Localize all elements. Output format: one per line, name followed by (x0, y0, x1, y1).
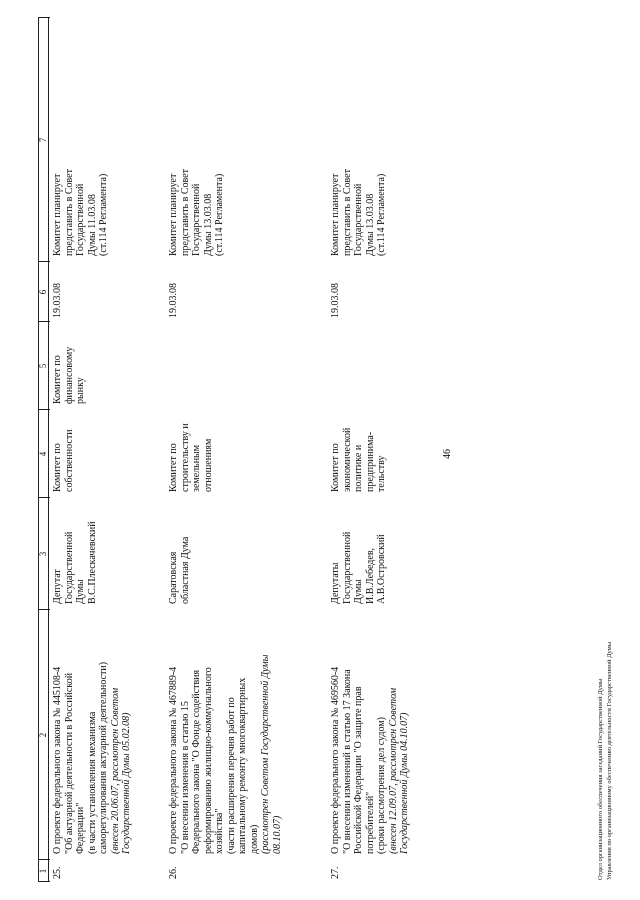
committee-line: собственности (63, 429, 75, 492)
col-divider (38, 261, 50, 262)
status-line: (ст.114 Регламента) (214, 173, 225, 256)
status-line: Думы 11.03.08 (86, 194, 98, 256)
bill-text-line: реформированию жилищно-коммунального (202, 667, 214, 854)
header-col-5: 5 (38, 322, 49, 410)
bill-text-line: потребителей" (364, 791, 376, 854)
committee-line: политике и (353, 444, 364, 492)
status-note (330, 18, 388, 256)
committee-line: тельству (376, 455, 387, 492)
header-col-7: 7 (38, 18, 49, 262)
header-col-4: 4 (38, 410, 49, 498)
bill-title: О проекте федерального закона № 445108-4 (52, 666, 63, 854)
bill-description (330, 610, 411, 854)
initiator-line: Государственной (63, 531, 75, 604)
col-divider (38, 859, 50, 860)
committee-line: Комитет по (330, 443, 341, 492)
bill-note: Государственной Думы 05.02.08) (121, 712, 132, 854)
committee-line: Комитет по (168, 443, 179, 492)
date: 19.03.08 (52, 283, 63, 318)
committee-line: Комитет по (52, 355, 63, 404)
committee-line: предпринима- (364, 431, 376, 492)
bill-description (168, 610, 283, 854)
bill-text-line: (сроки рассмотрения дел судом) (376, 717, 387, 854)
bill-note: Государственной Думы 04.10.07) (399, 712, 410, 854)
initiator-line: областная Дума (179, 536, 191, 604)
col-divider (38, 17, 50, 18)
initiator-line: Депутат (52, 569, 63, 604)
bill-text-line: хозяйства" (214, 808, 225, 854)
status-line: представить в Совет (341, 169, 353, 256)
committee-line: финансовому (63, 346, 75, 404)
bill-title: О проекте федерального закона № 469560-4 (330, 666, 341, 854)
bill-text-line: капитальному ремонту многоквартирных (237, 677, 248, 854)
status-line: представить в Совет (179, 169, 191, 256)
committee-line: Комитет по (52, 443, 63, 492)
initiator-line: В.С.Плескачевский (86, 521, 98, 604)
agenda-table (38, 18, 410, 882)
bill-text-line: (части расширения перечня работ по (225, 697, 237, 854)
col-divider (38, 497, 50, 498)
initiator (168, 498, 191, 604)
initiator-line: Думы (75, 579, 86, 604)
bill-text-line: "Об актуарной деятельности в Российской (63, 672, 75, 854)
col-divider (38, 609, 50, 610)
initiator-line: Думы (353, 579, 364, 604)
status-note (168, 18, 226, 256)
committee-line: экономической (341, 427, 353, 492)
date: 19.03.08 (168, 283, 179, 318)
status-line: Комитет планирует (52, 173, 63, 256)
responsible-committee (52, 410, 75, 492)
status-line: Комитет планирует (330, 173, 341, 256)
bill-text-line: (в части установления механизма (86, 711, 98, 854)
col-divider (38, 321, 50, 322)
bill-note: (внесен 20.06.07, рассмотрен Советом (109, 687, 121, 854)
header-col-6: 6 (38, 262, 49, 322)
committee-line: отношениям (202, 438, 214, 492)
header-col-1: 1 (38, 860, 49, 882)
initiator (52, 498, 98, 604)
bill-text-line: саморегулирования актуарной деятельности) (98, 661, 109, 854)
status-line: (ст.114 Регламента) (376, 173, 387, 256)
row-number: 27. (330, 866, 341, 879)
committee-line: рынку (75, 377, 86, 404)
initiator-line: Государственной (341, 531, 353, 604)
row-number: 25. (52, 866, 63, 879)
status-line: Государственной (353, 183, 364, 256)
bill-note: (рассмотрен Советом Государственной Думы (260, 654, 271, 854)
status-line: Государственной (191, 183, 202, 256)
status-line: (ст.114 Регламента) (98, 173, 109, 256)
status-line: представить в Совет (63, 169, 75, 256)
bill-note: (внесен 12.09.07, рассмотрен Советом (387, 687, 399, 854)
header-col-3: 3 (38, 498, 49, 610)
committee-line: строительству и (179, 423, 191, 492)
status-line: Комитет планирует (168, 173, 179, 256)
bill-text-line: Федерации" (75, 802, 86, 854)
bill-title: О проекте федерального закона № 467889-4 (168, 666, 179, 854)
committee-line: земельным (191, 444, 202, 492)
footer-line: Отдел организационного обеспечения заседаний Государственной Думы (597, 678, 604, 880)
bill-text-line: Федерального закона "О Фонде содействия (191, 669, 202, 854)
footer-line: Управления по организационному обеспечению деятельности Государственной Думы (606, 641, 613, 880)
row-number: 26. (168, 866, 179, 879)
bill-note: 08.10.07) (271, 815, 283, 854)
bill-text-line: Российской Федерации "О защите прав (353, 686, 364, 854)
initiator-line: И.В.Лебедев, (364, 547, 376, 604)
col-divider (38, 409, 50, 410)
status-line: Государственной (75, 183, 86, 256)
date: 19.03.08 (330, 283, 341, 318)
status-note (52, 18, 110, 256)
bill-text-line: "О внесении изменения в статью 15 (179, 701, 191, 854)
responsible-committee (168, 410, 214, 492)
initiator-line: Саратовская (168, 551, 179, 604)
col-divider (38, 881, 50, 882)
page-number: 46 (442, 449, 453, 459)
initiator-line: А.В.Островский (376, 534, 387, 604)
initiator (330, 498, 388, 604)
responsible-committee (330, 410, 388, 492)
header-col-2: 2 (38, 610, 49, 860)
initiator-line: Депутаты (330, 562, 341, 604)
status-line: Думы 13.03.08 (202, 193, 214, 256)
status-line: Думы 13.03.08 (364, 193, 376, 256)
bill-text-line: "О внесении изменений в статью 17 Закона (341, 669, 353, 854)
co-committee (52, 322, 87, 404)
footer (596, 380, 614, 880)
bill-description (52, 610, 133, 854)
bill-text-line: домов) (248, 824, 260, 854)
